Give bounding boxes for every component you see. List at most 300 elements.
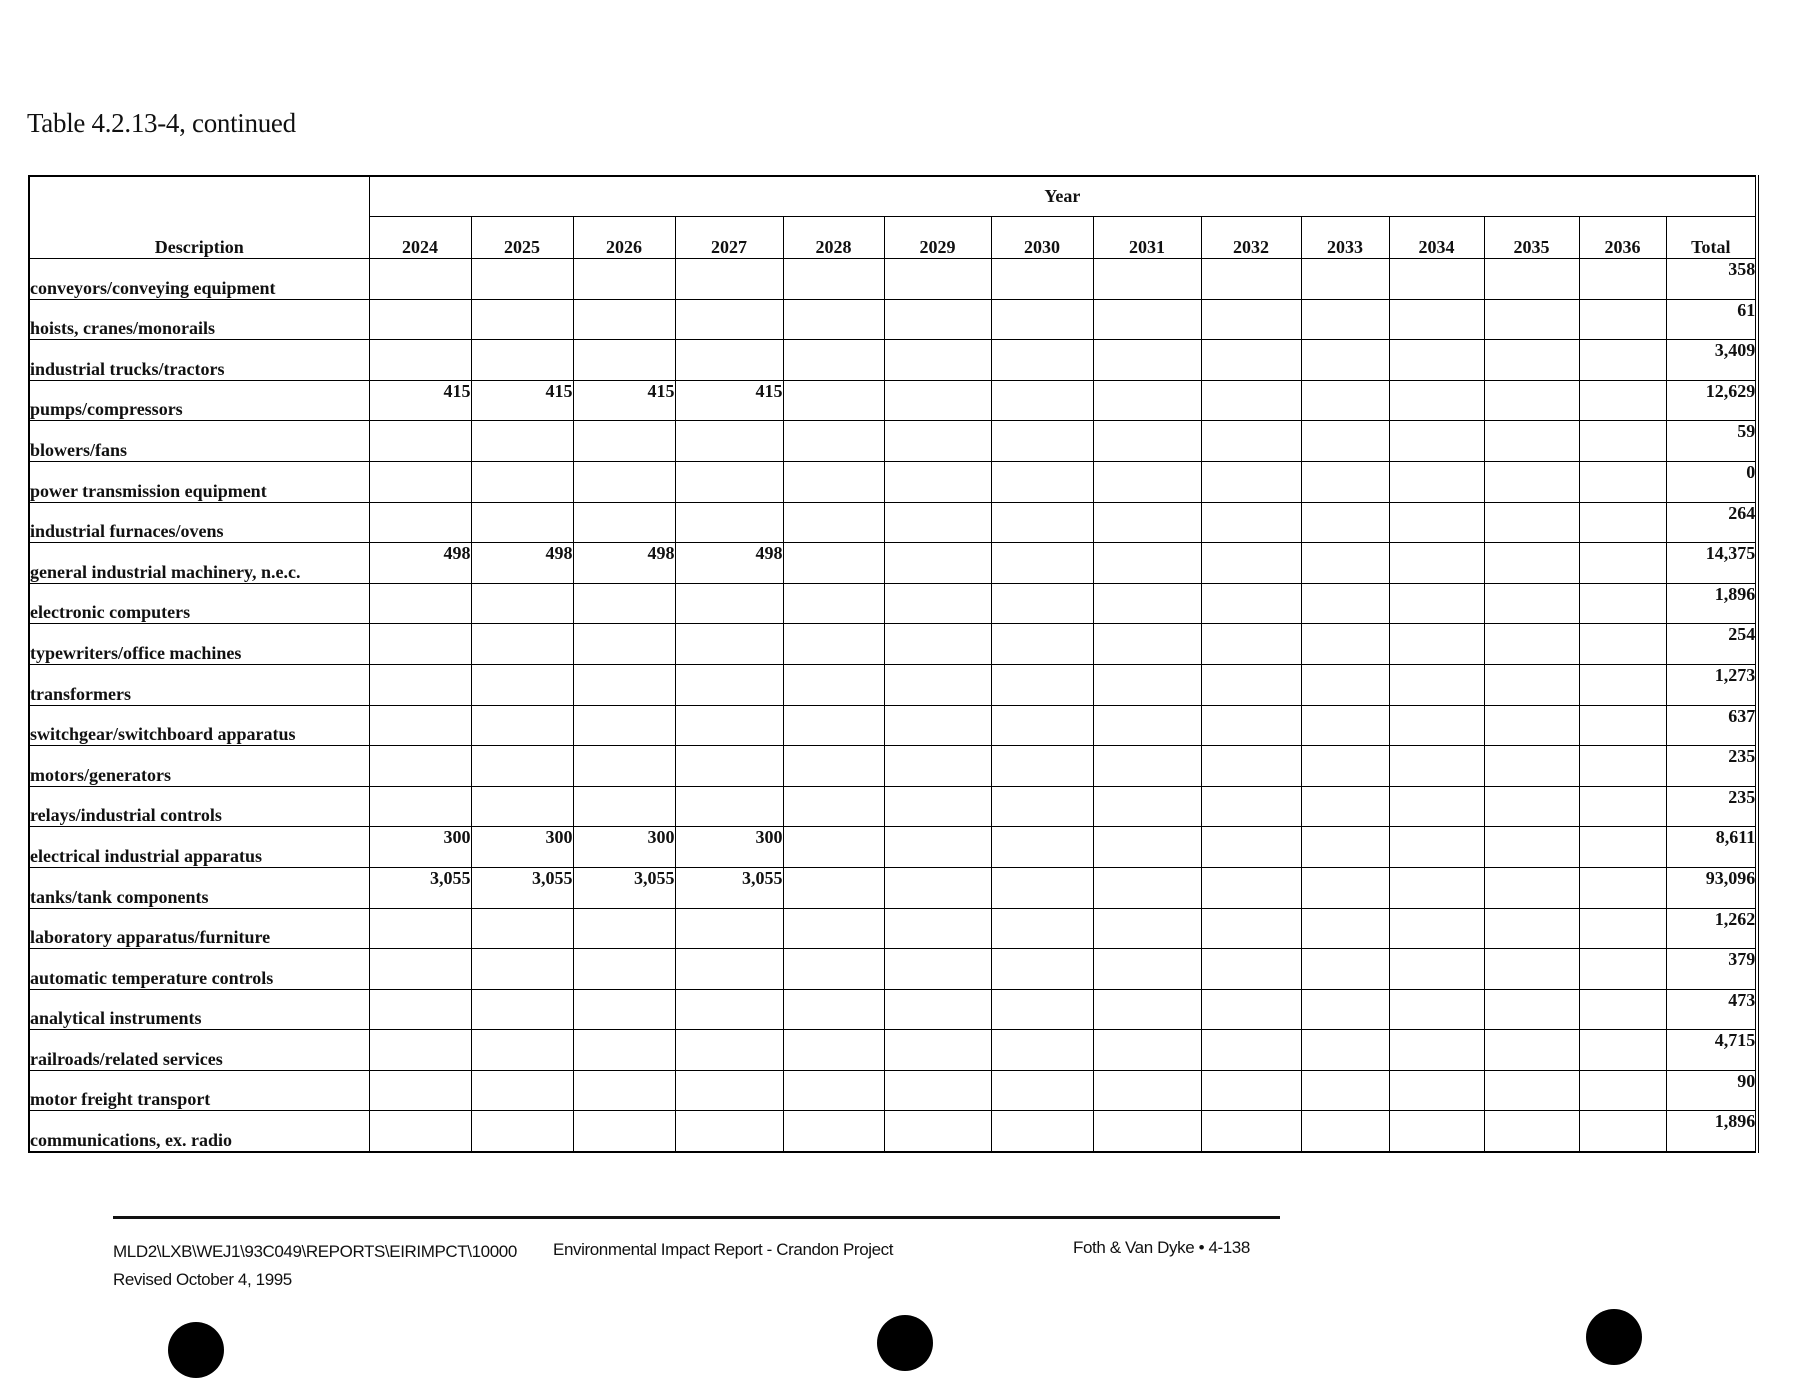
year-value-cell [991,827,1093,868]
row-total: 1,896 [1666,1111,1757,1152]
year-value-cell [1201,299,1301,340]
year-value-cell [1201,705,1301,746]
year-value-cell [884,299,991,340]
year-value-cell [1579,583,1666,624]
year-value-cell [1093,1070,1201,1111]
year-value-cell [1093,746,1201,787]
row-description: electrical industrial apparatus [29,827,369,868]
year-value-cell [573,502,675,543]
year-value-cell [573,664,675,705]
year-value-cell: 415 [369,380,471,421]
table-row [29,543,1757,584]
row-description: relays/industrial controls [29,786,369,827]
year-value-cell [1201,867,1301,908]
year-value-cell [1484,543,1579,584]
year-value-cell [1301,1070,1389,1111]
year-value-cell [1093,461,1201,502]
binder-hole [877,1315,933,1371]
row-total: 4,715 [1666,1030,1757,1071]
row-total: 93,096 [1666,867,1757,908]
year-value-cell [1301,705,1389,746]
year-value-cell [1201,989,1301,1030]
year-column-header: 2036 [1579,217,1666,259]
year-value-cell [884,746,991,787]
year-value-cell [1389,786,1484,827]
table-row [29,502,1757,543]
row-total: 12,629 [1666,380,1757,421]
year-value-cell [1201,380,1301,421]
total-column-header: Total [1666,217,1757,259]
year-value-cell: 300 [369,827,471,868]
year-value-cell [783,1070,884,1111]
year-value-cell [783,908,884,949]
table-row [29,746,1757,787]
year-value-cell [884,502,991,543]
year-column-header: 2034 [1389,217,1484,259]
year-column-header: 2030 [991,217,1093,259]
year-value-cell [884,705,991,746]
year-value-cell [1579,543,1666,584]
year-value-cell [1579,786,1666,827]
year-value-cell [884,786,991,827]
year-value-cell [783,1111,884,1152]
year-value-cell [1579,421,1666,462]
year-value-cell [471,908,573,949]
year-value-cell [471,664,573,705]
table-row [29,664,1757,705]
year-value-cell [1389,1111,1484,1152]
year-value-cell [991,949,1093,990]
year-value-cell [991,421,1093,462]
year-value-cell [369,746,471,787]
row-description: general industrial machinery, n.e.c. [29,543,369,584]
year-value-cell [1579,340,1666,381]
year-value-cell [1093,1030,1201,1071]
table-row [29,1070,1757,1111]
year-value-cell [783,786,884,827]
year-value-cell [1579,1111,1666,1152]
year-value-cell [369,1111,471,1152]
year-value-cell [991,786,1093,827]
year-value-cell [884,827,991,868]
row-total: 1,896 [1666,583,1757,624]
year-value-cell [1301,380,1389,421]
year-column-header: 2035 [1484,217,1579,259]
year-value-cell [573,624,675,665]
table-title: Table 4.2.13-4, continued [27,108,296,138]
table-row [29,989,1757,1030]
year-value-cell: 498 [573,543,675,584]
year-value-cell [1093,259,1201,300]
year-value-cell [369,1030,471,1071]
year-value-cell [1579,989,1666,1030]
year-value-cell [1093,1111,1201,1152]
year-value-cell [783,1030,884,1071]
year-value-cell [1093,949,1201,990]
row-total: 254 [1666,624,1757,665]
year-value-cell [1093,583,1201,624]
year-value-cell [1484,583,1579,624]
year-value-cell [991,1111,1093,1152]
year-value-cell [471,1070,573,1111]
row-description: laboratory apparatus/furniture [29,908,369,949]
year-value-cell [783,827,884,868]
year-value-cell [1389,1070,1484,1111]
year-value-cell [573,299,675,340]
year-value-cell [1579,705,1666,746]
year-value-cell [369,624,471,665]
year-value-cell [884,867,991,908]
year-value-cell [573,1030,675,1071]
year-value-cell [573,746,675,787]
year-value-cell: 415 [675,380,783,421]
year-value-cell [573,461,675,502]
row-description: electronic computers [29,583,369,624]
row-description: pumps/compressors [29,380,369,421]
year-value-cell [675,989,783,1030]
year-value-cell [369,949,471,990]
year-value-cell [1093,299,1201,340]
year-value-cell [1484,299,1579,340]
year-value-cell [783,867,884,908]
year-value-cell: 300 [471,827,573,868]
year-value-cell [573,705,675,746]
footer-report-title: Environmental Impact Report - Crandon Project [553,1240,894,1259]
row-total: 14,375 [1666,543,1757,584]
year-value-cell [1389,421,1484,462]
year-value-cell [573,989,675,1030]
year-value-cell [783,502,884,543]
row-description: motor freight transport [29,1070,369,1111]
year-value-cell [1093,664,1201,705]
year-value-cell [1484,340,1579,381]
year-value-cell [675,502,783,543]
year-value-cell [1579,908,1666,949]
year-value-cell [1201,1111,1301,1152]
data-table [28,175,1759,1153]
year-value-cell [369,583,471,624]
year-value-cell [573,421,675,462]
year-value-cell [471,1030,573,1071]
row-total: 358 [1666,259,1757,300]
row-description: analytical instruments [29,989,369,1030]
year-value-cell [573,583,675,624]
table-row [29,299,1757,340]
year-value-cell [991,380,1093,421]
year-value-cell [471,299,573,340]
year-value-cell [783,340,884,381]
year-value-cell [1389,543,1484,584]
year-value-cell [1301,827,1389,868]
year-value-cell [1579,380,1666,421]
row-total: 8,611 [1666,827,1757,868]
year-value-cell [1301,746,1389,787]
binder-hole [168,1322,224,1378]
table-row [29,624,1757,665]
table-row [29,461,1757,502]
table-row [29,705,1757,746]
year-value-cell [1484,624,1579,665]
year-value-cell [471,461,573,502]
year-value-cell [675,299,783,340]
year-value-cell [1093,989,1201,1030]
year-value-cell [1579,867,1666,908]
year-value-cell [991,989,1093,1030]
year-value-cell [1301,583,1389,624]
year-value-cell [471,705,573,746]
year-value-cell [471,949,573,990]
footer-rule [113,1216,1280,1219]
year-value-cell [1301,1030,1389,1071]
table-row [29,1030,1757,1071]
year-value-cell [991,1070,1093,1111]
year-value-cell [1093,380,1201,421]
year-value-cell [1389,380,1484,421]
table-row [29,380,1757,421]
year-value-cell [1201,908,1301,949]
year-value-cell [1484,421,1579,462]
year-value-cell [1201,340,1301,381]
year-value-cell: 300 [675,827,783,868]
year-value-cell [783,746,884,787]
year-value-cell [1484,746,1579,787]
year-value-cell [573,1111,675,1152]
year-value-cell [573,949,675,990]
table-row [29,583,1757,624]
year-value-cell [1484,461,1579,502]
year-value-cell [471,259,573,300]
year-value-cell [1484,989,1579,1030]
year-value-cell [1093,705,1201,746]
year-value-cell [1484,949,1579,990]
year-value-cell [884,1111,991,1152]
year-value-cell [1579,949,1666,990]
year-value-cell: 498 [369,543,471,584]
year-value-cell [991,746,1093,787]
year-value-cell [1389,461,1484,502]
year-value-cell [369,461,471,502]
year-value-cell [1301,502,1389,543]
year-value-cell [991,908,1093,949]
year-value-cell: 498 [675,543,783,584]
year-value-cell [1389,989,1484,1030]
year-value-cell [1484,786,1579,827]
footer-firm-page: Foth & Van Dyke • 4-138 [1073,1238,1250,1257]
year-value-cell [1389,949,1484,990]
year-value-cell [471,989,573,1030]
year-value-cell [1579,746,1666,787]
year-value-cell [991,299,1093,340]
year-value-cell [1301,867,1389,908]
year-value-cell [573,340,675,381]
year-value-cell [783,989,884,1030]
year-value-cell [471,624,573,665]
year-value-cell [573,259,675,300]
year-value-cell [675,583,783,624]
year-value-cell [369,786,471,827]
year-value-cell [1484,1070,1579,1111]
year-value-cell [1579,1030,1666,1071]
table-row [29,1111,1757,1152]
year-value-cell [675,340,783,381]
table-row [29,421,1757,462]
year-value-cell [1579,624,1666,665]
year-value-cell [675,746,783,787]
year-value-cell [783,624,884,665]
row-description: communications, ex. radio [29,1111,369,1152]
year-value-cell [991,502,1093,543]
year-value-cell [1301,259,1389,300]
year-value-cell [471,1111,573,1152]
table-header [29,176,1757,259]
year-value-cell [1201,502,1301,543]
row-description: motors/generators [29,746,369,787]
year-value-cell [1301,664,1389,705]
year-value-cell [884,461,991,502]
year-value-cell [1484,827,1579,868]
footer-revised-date: Revised October 4, 1995 [113,1270,292,1289]
year-value-cell [573,1070,675,1111]
year-column-header: 2032 [1201,217,1301,259]
year-value-cell [1301,421,1389,462]
year-value-cell [1093,908,1201,949]
row-total: 59 [1666,421,1757,462]
year-value-cell [1389,1030,1484,1071]
year-value-cell [991,867,1093,908]
row-total: 235 [1666,786,1757,827]
year-value-cell [1389,746,1484,787]
row-description: automatic temperature controls [29,949,369,990]
year-value-cell [991,259,1093,300]
year-value-cell [369,340,471,381]
row-total: 235 [1666,746,1757,787]
year-value-cell [884,908,991,949]
year-value-cell [1389,502,1484,543]
year-value-cell: 3,055 [675,867,783,908]
year-column-header: 2031 [1093,217,1201,259]
year-value-cell [1579,502,1666,543]
year-value-cell [675,705,783,746]
row-total: 0 [1666,461,1757,502]
year-value-cell [573,908,675,949]
year-value-cell [675,1111,783,1152]
year-value-cell [1579,827,1666,868]
year-value-cell [675,949,783,990]
year-value-cell: 3,055 [471,867,573,908]
year-column-header: 2025 [471,217,573,259]
year-value-cell [1484,1030,1579,1071]
year-value-cell [884,624,991,665]
year-value-cell [1201,746,1301,787]
description-header: Description [29,176,369,259]
row-description: blowers/fans [29,421,369,462]
row-description: tanks/tank components [29,867,369,908]
row-description: transformers [29,664,369,705]
year-value-cell [369,259,471,300]
year-value-cell [675,1030,783,1071]
year-value-cell [783,949,884,990]
year-value-cell [1389,827,1484,868]
row-description: hoists, cranes/monorails [29,299,369,340]
year-value-cell [991,340,1093,381]
table-row [29,908,1757,949]
year-value-cell [471,583,573,624]
row-description: typewriters/office machines [29,624,369,665]
year-column-header: 2033 [1301,217,1389,259]
year-column-header: 2026 [573,217,675,259]
year-value-cell [1484,380,1579,421]
year-value-cell [1093,827,1201,868]
year-value-cell [1301,908,1389,949]
year-value-cell [471,786,573,827]
year-value-cell [991,461,1093,502]
year-value-cell [783,259,884,300]
year-value-cell [1484,664,1579,705]
year-value-cell [1484,1111,1579,1152]
year-value-cell [1301,340,1389,381]
year-value-cell: 300 [573,827,675,868]
year-value-cell [1093,421,1201,462]
year-value-cell [1389,705,1484,746]
year-value-cell [1201,259,1301,300]
year-value-cell [884,1030,991,1071]
year-value-cell [1484,867,1579,908]
year-value-cell [884,664,991,705]
year-value-cell [369,705,471,746]
year-value-cell [1484,259,1579,300]
year-value-cell [1201,624,1301,665]
row-total: 61 [1666,299,1757,340]
year-value-cell [1201,421,1301,462]
table-row [29,867,1757,908]
year-value-cell [1484,705,1579,746]
year-value-cell [1093,502,1201,543]
year-value-cell [783,461,884,502]
table-row [29,259,1757,300]
year-value-cell [1579,299,1666,340]
year-value-cell [783,299,884,340]
year-value-cell [783,705,884,746]
year-value-cell [1201,1070,1301,1111]
year-value-cell [991,705,1093,746]
row-total: 379 [1666,949,1757,990]
year-value-cell [1389,299,1484,340]
year-value-cell [884,259,991,300]
year-value-cell [1484,502,1579,543]
row-total: 637 [1666,705,1757,746]
year-value-cell [884,421,991,462]
row-total: 3,409 [1666,340,1757,381]
year-value-cell [675,664,783,705]
row-total: 264 [1666,502,1757,543]
year-value-cell [884,989,991,1030]
year-value-cell [1201,1030,1301,1071]
year-value-cell: 3,055 [573,867,675,908]
year-value-cell [783,664,884,705]
year-value-cell [1093,867,1201,908]
year-column-header: 2027 [675,217,783,259]
year-value-cell [369,421,471,462]
year-value-cell [1093,340,1201,381]
year-value-cell [675,421,783,462]
year-value-cell [783,583,884,624]
year-value-cell [1093,786,1201,827]
table-body [29,259,1757,1153]
year-value-cell [369,1070,471,1111]
year-value-cell [991,664,1093,705]
row-description: industrial furnaces/ovens [29,502,369,543]
year-value-cell [1201,461,1301,502]
